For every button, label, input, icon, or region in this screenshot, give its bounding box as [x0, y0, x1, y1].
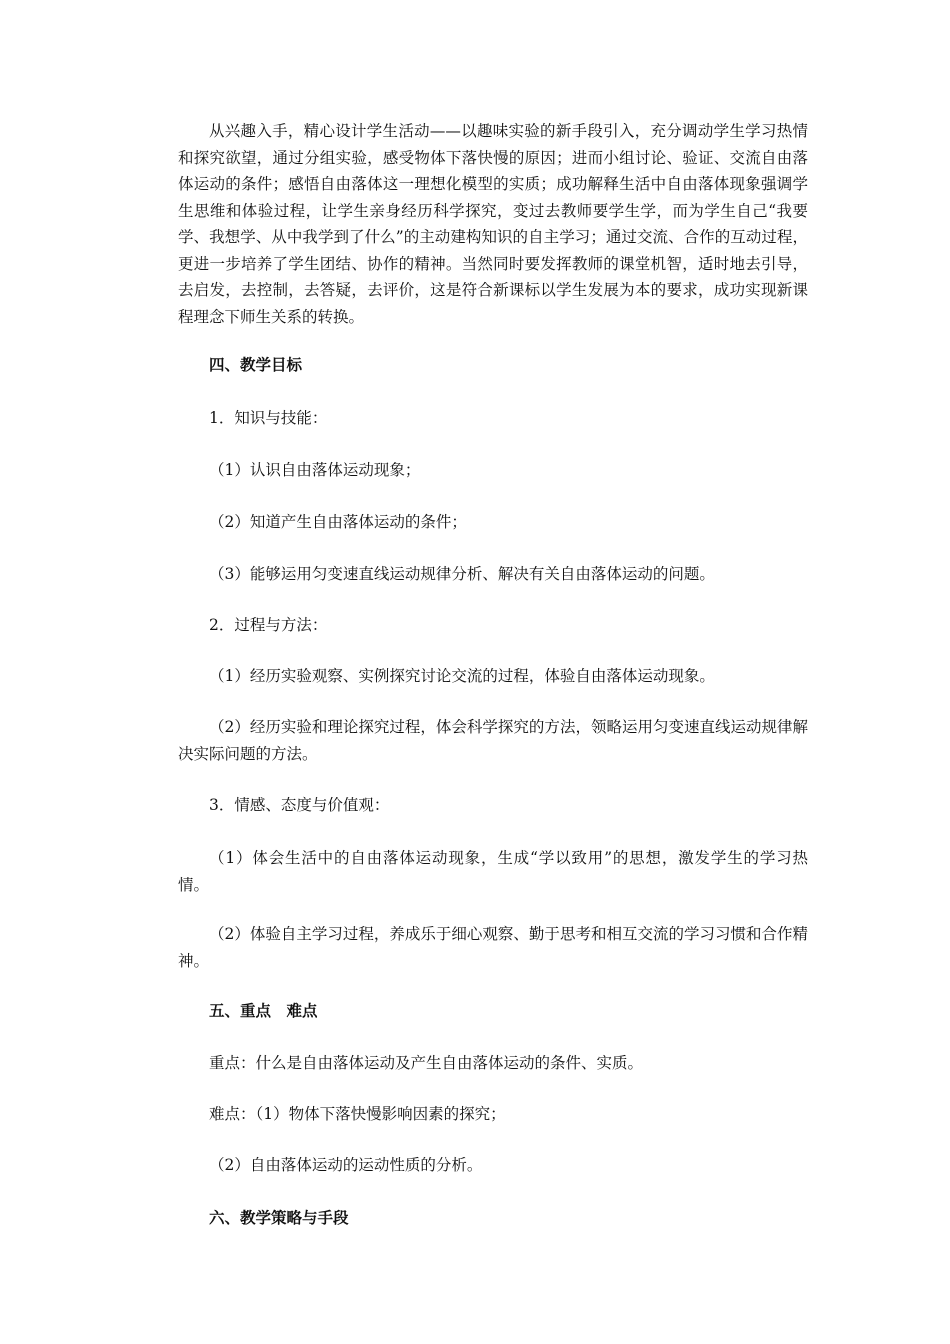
goal-process-point-2: （2）经历实验和理论探究过程，体会科学探究的方法，领略运用匀变速直线运动规律解决实际问题的方法。: [178, 718, 808, 763]
intro-paragraph: 从兴趣入手，精心设计学生活动——以趣味实验的新手段引入，充分调动学生学习热情和探究欲望，通过分组实验，感受物体下落快慢的原因；进而小组讨论、验证、交流自由落体运动的条件；感悟自由落体这一理想化模型的实质；成功解释生活中自由落体现象强调学生思维和体验过程，让学生亲身经历科学探究，变过去教师要学生学，而为学生自己“我要学、我想学、从中我学到了什么”的主动建构知识的自主学习；通过交流、合作的互动过程，更进一步培养了学生团结、协作的精神。当然同时要发挥教师的课堂机智，适时地去引导，去启发，去控制，去答疑，去评价，这是符合新课标以学生发展为本的要求，成功实现新课程理念下师生关系的转换。: [178, 122, 808, 326]
goal-emotion-point-2: （2）体验自主学习过程，养成乐于细心观察、勤于思考和相互交流的学习习惯和合作精神。: [178, 925, 808, 970]
difficulty-text-2: （2）自由落体运动的运动性质的分析。: [209, 1156, 483, 1174]
goal-knowledge-point-2: （2）知道产生自由落体运动的条件；: [209, 513, 467, 531]
goal-knowledge-title: 1．知识与技能：: [209, 409, 328, 427]
section-heading-key-difficult: 五、重点 难点: [209, 1001, 318, 1020]
key-point-text: 重点：什么是自由落体运动及产生自由落体运动的条件、实质。: [209, 1054, 644, 1072]
difficulty-text-1: 难点：（1）物体下落快慢影响因素的探究；: [209, 1105, 506, 1123]
goal-process-title: 2．过程与方法：: [209, 616, 328, 634]
goal-knowledge-point-3: （3）能够运用匀变速直线运动规律分析、解决有关自由落体运动的问题。: [209, 565, 715, 583]
section-heading-strategy: 六、教学策略与手段: [209, 1208, 349, 1227]
section-heading-teaching-goals: 四、教学目标: [209, 355, 303, 374]
goal-process-point-1: （1）经历实验观察、实例探究讨论交流的过程，体验自由落体运动现象。: [209, 667, 715, 685]
goal-knowledge-point-1: （1）认识自由落体运动现象；: [209, 461, 421, 479]
goal-emotion-point-1: （1）体会生活中的自由落体运动现象，生成“学以致用”的思想，激发学生的学习热情。: [178, 849, 808, 894]
goal-emotion-title: 3．情感、态度与价值观：: [209, 796, 390, 814]
